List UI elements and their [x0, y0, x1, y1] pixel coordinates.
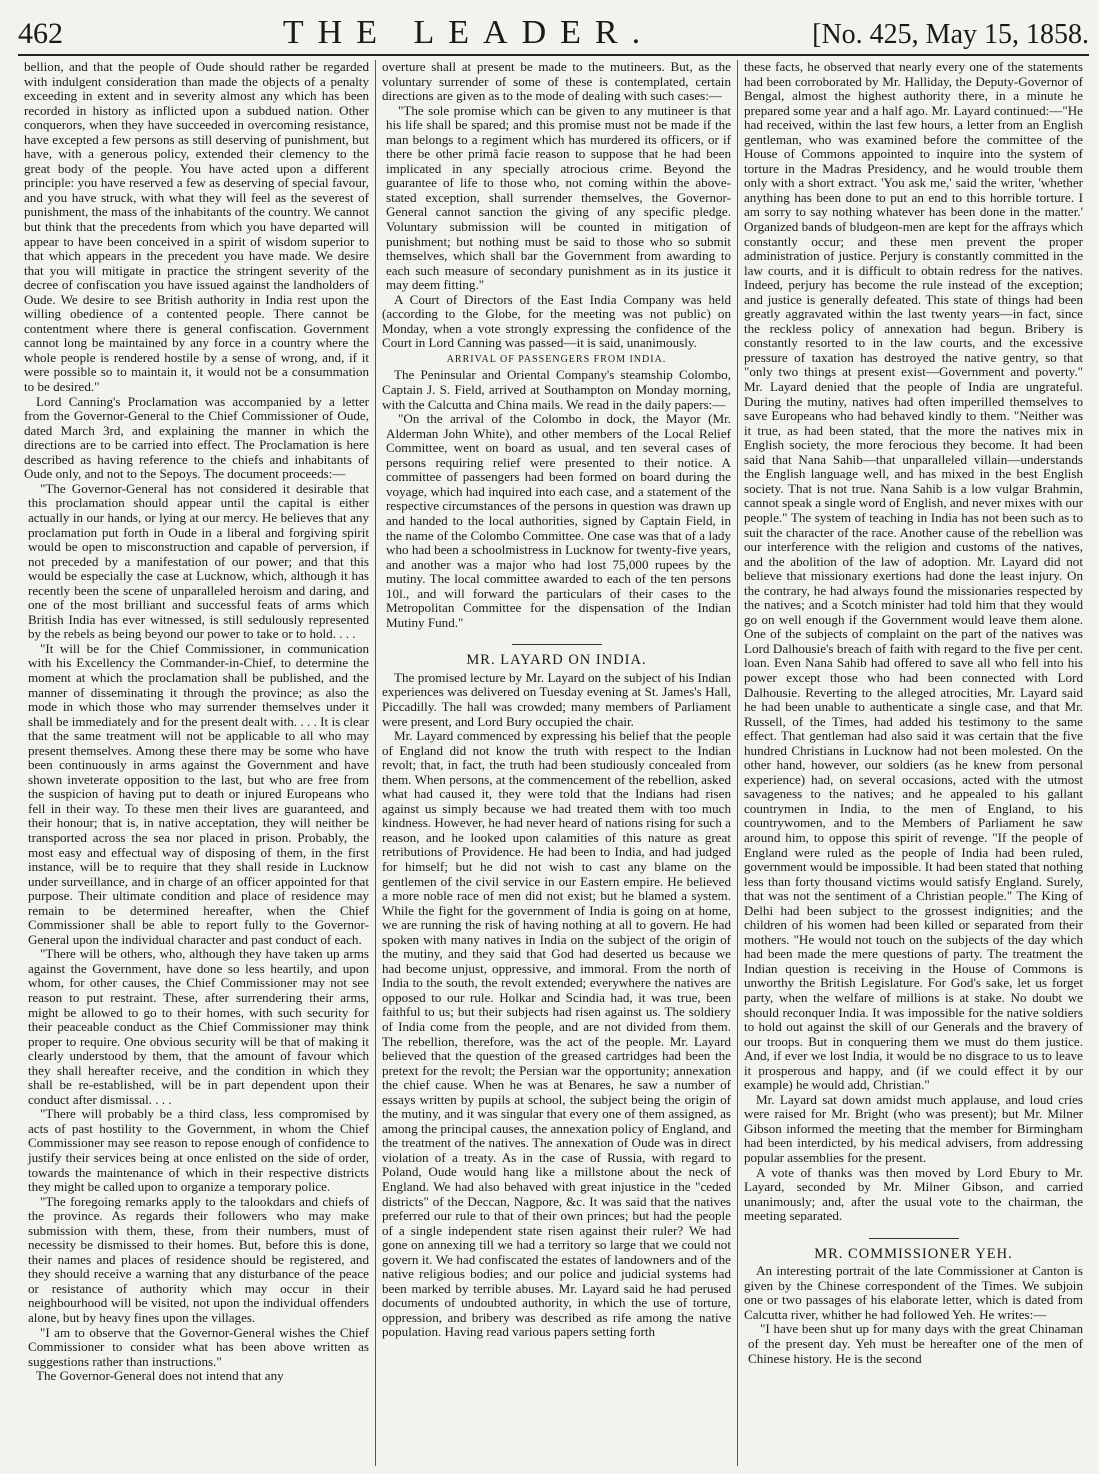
paragraph: A Court of Directors of the East India Company was held (according to the Globe, for the meeting was not public) on Monday, when a vote strongly expressing the confidence of the Court in Lord Canning was passed—it is said, unanimously.: [382, 291, 731, 351]
column-1: [18, 60, 375, 1466]
section-divider: [512, 644, 602, 645]
masthead: [18, 0, 1089, 56]
paragraph: these facts, he observed that nearly every one of the statements had been corroborated by Mr. Halliday, the Deputy-Governor of Bengal, almost the highest authority there, in a minute he prepared some year and a half ago. Mr. Layard continued:—"He had received, within the last few hours, a letter from an English gentleman, who was examined before the committee of the House of Commons appointed to inquire into the system of torture in the Madras Presidency, and he would trouble them only with a short extract. 'You ask me,' said the writer, 'whether anything has been done to put an end to this horrible torture. I am sorry to say nothing whatever has been done in the matter.' Organized bands of bludgeon-men are kept for the affrays which constantly occur; and these men prevent the proper administration of justice. Perjury is constantly committed in the law courts, and it is difficult to obtain redress for the natives. Indeed, perjury has become the rule instead of the exception; and justice is generally defeated. This state of things had been greatly aggravated within the last twenty years—in fact, since the reckless policy of annexation had begun. Bribery is constantly resorted to in the law courts, and the excessive pressure of taxation has destroyed the native gentry, so that "only two things at present exist—Government and poverty." Mr. Layard denied that the people of India are ungrateful. During the mutiny, natives had often imperilled themselves to save Europeans who had behaved kindly to them. "Neither was it true, as had been stated, that the more the natives mix in English society, the more ferocious they become. It had been said that Nana Sahib—that unparalleled villain—understands the English language well, and has mixed in the best English society. That is not true. Nana Sahib is a low vulgar Brahmin, cannot speak a single word of English, and never mixes with our people." The system of teaching in India has not been such as to suit the character of the race. Another cause of the rebellion was our interference with the religion and customs of the natives, and the abolition of the law of adoption. Mr. Layard did not believe that missionary exertions had done the least injury. On the contrary, he had always found the missionaries respected by the natives; and a Scotch minister had told him that they would go on well enough if the Government would leave them alone. One of the subjects of complaint on the part of the natives was Lord Dalhousie's breach of faith with regard to the five per cent. loan. Even Nana Sahib had offered to save all who fell into his power except those who had been connected with Lord Dalhousie. Reverting to the alleged atrocities, Mr. Layard said he had been unable to authenticate a single case, and that Mr. Russell, of the Times, had added his testimony to the same effect. That gentleman had also said it was certain that the five hundred Christians in Lucknow had not been molested. On the other hand, however, our soldiers (as he knew from personal experience) had, on several occasions, acted with the utmost savageness to the natives; and he appealed to his gallant countrymen in India, to the men of England, to his countrywomen, and to the Members of Parliament he saw around him, to oppose this spirit of revenge. "If the people of England were ruled as the people of India had been ruled, government would be impossible. It had been stated that nothing less than forty thousand victims would satisfy England. Surely, that was not the sentiment of a Christian people." The King of Delhi had been subject to the grossest indignities; and the children of his women had been killed or separated from their mothers. "He would not touch on the subjects of the day which had been made the mere questions of party. The treatment the Indian question is receiving in the House of Commons is unworthy the British Legislature. For God's sake, let us forget party, when the welfare of millions is at stake. No doubt we should reconquer India. It was impossible for the native soldiers to hold out against the skill of our Generals and the bravery of our troops. But in conquering them we must do them justice. And, if ever we lost India, it would be no disgrace to us to leave it prosperous and happy, and (if we could effect it by our example) he would add, Christian.": [744, 60, 1083, 1093]
paragraph: The Peninsular and Oriental Company's steamship Colombo, Captain J. S. Field, arrived at Southampton on Monday morning, with the Calcutta and China mails. We read in the daily papers:—: [382, 367, 731, 412]
quote-paragraph: "It will be for the Chief Commissioner, in communication with his Excellency the Commander-in-Chief, to determine the moment at which the proclamation shall be published, and the manner of disseminating it through the province; as also the mode in which those who may surrender themselves under it shall be immediately and for the present dealt with. . . . It is clear that the same treatment will not be applicable to all who may present themselves. Among these there may be some who have been continuously in arms against the Government and have shown inveterate opposition to the last, but who are free from the suspicion of having put to death or injured Europeans who fell in their way. To these men their lives are guaranteed, and their honour; that is, in native acceptation, they will neither be transported across the sea nor placed in prison. Probably, the most easy and effectual way of disposing of them, in the first instance, will be to require that they shall reside in Lucknow under surveillance, and in charge of an officer appointed for that purpose. Their ultimate condition and place of residence may remain to be determined hereafter, when the Chief Commissioner shall be able to report fully to the Governor-General upon the individual character and past conduct of each.: [28, 640, 369, 947]
paragraph: overture shall at present be made to the mutineers. But, as the voluntary surrender of some of these is contemplated, certain directions are given as to the mode of dealing with such cases:—: [382, 60, 731, 104]
paragraph: bellion, and that the people of Oude should rather be regarded with indulgent consideration than made the objects of a penalty exceeding in extent and in severity almost any which has been recorded in history as inflicted upon a subdued nation. Other conquerors, when they have succeeded in overcoming resistance, have excepted a few persons as still deserving of punishment, but have, with a generous policy, extended their clemency to the great body of the people. You have acted upon a different principle: you have reserved a few as deserving of special favour, and you have struck, with what they will feel as the severest of punishment, the mass of the inhabitants of the country. We cannot but think that the precedents from which you have departed will appear to have been conceived in a spirit of wisdom superior to that which appears in the precedent you have made. We desire that you will mitigate in practice the stringent severity of the decree of confiscation you have issued against the landholders of Oude. We desire to see British authority in India rest upon the willing obedience of a contented people. There cannot be contentment where there is general confiscation. Government cannot long be maintained by any force in a country where the whole people is rendered hostile by a sense of wrong, and, if it were possible so to maintain it, it would not be a consummation to be desired.": [24, 60, 369, 395]
quote-paragraph: "There will be others, who, although they have taken up arms against the Government, have done so less heartily, and upon whom, for other causes, the Chief Commissioner may not see reason to put restraint. These, after surrendering their arms, might be allowed to go to their homes, with such security for their peaceable conduct as the Chief Commissioner may think proper to require. One obvious security will be that of making it clearly understood by them, that the amount of favour which they shall hereafter receive, and the condition in which they shall be re-established, will be in part dependent upon their conduct after dismissal. . . .: [28, 946, 369, 1107]
newspaper-title: THE LEADER.: [282, 14, 655, 51]
quote-paragraph: "I have been shut up for many days with the great Chinaman of the present day. Yeh must be hereafter one of the men of Chinese history. He is the second: [748, 1321, 1083, 1366]
quote-paragraph: "There will probably be a third class, less compromised by acts of past hostility to the Government, in whom the Chief Commissioner may see reason to repose enough of confidence to justify their services being at once enlisted on the side of order, towards the maintenance of which in their respective districts they might be called upon to organize a temporary police.: [28, 1106, 369, 1195]
quote-paragraph: "I am to observe that the Governor-General wishes the Chief Commissioner to consider what has been above written as suggestions rather than instructions.": [28, 1324, 369, 1369]
quote-paragraph: "The foregoing remarks apply to the talookdars and chiefs of the province. As regards their followers who may make submission with them, these, from their numbers, must of necessity be dismissed to their homes. But, before this is done, their names and places of residence should be registered, and they should receive a warning that any disturbance of the peace or resistance of authority which may occur in their neighbourhood will be visited, not upon the individual offenders alone, but by heavy fines upon the villages.: [28, 1193, 369, 1326]
column-2: [375, 60, 737, 1466]
article-heading-layard: MR. LAYARD ON INDIA.: [466, 652, 647, 669]
paragraph: A vote of thanks was then moved by Lord Ebury to Mr. Layard, seconded by Mr. Milner Gibson, and carried unanimously; and, after the usual vote to the chairman, the meeting separated.: [744, 1164, 1083, 1224]
column-3: [737, 60, 1089, 1466]
article-heading-yeh: MR. COMMISSIONER YEH.: [814, 1245, 1013, 1262]
section-subheading: ARRIVAL OF PASSENGERS FROM INDIA.: [446, 353, 667, 365]
paragraph: Lord Canning's Proclamation was accompanied by a letter from the Governor-General to the Chief Commissioner of Oude, dated March 3rd, and explaining the manner in which the directions are to be carried into effect. The Proclamation is here described as having reference to the chiefs and inhabitants of Oude only, and not to the Sepoys. The document proceeds:—: [24, 393, 369, 482]
quote-paragraph: "The sole promise which can be given to any mutineer is that his life shall be spared; and this promise must not be made if the man belongs to a regiment which has murdered its officers, or if there be other primâ facie reason to suppose that he had been implicated in any specially atrocious crime. Beyond the guarantee of life to those who, not coming within the above-stated exception, shall surrender themselves, the Governor-General cannot sanction the giving of any specific pledge. Voluntary submission will be counted in mitigation of punishment; but nothing must be said to those who so submit themselves, which shall bar the Government from awarding to each such measure of secondary punishment as in its justice it may deem fitting.": [386, 102, 731, 293]
quote-paragraph: "On the arrival of the Colombo in dock, the Mayor (Mr. Alderman John White), and other members of the Local Relief Committee, went on board as usual, and ten several cases of persons requiring relief were presented to their notice. A committee of passengers had been formed on board during the voyage, which had inquired into each case, and a statement of the respective circumstances of the persons in question was drawn up and handed to the local authorities, signed by Captain Field, in the name of the Colombo Committee. One case was that of a lady who had been a schoolmistress in Lucknow for twenty-five years, and another was a major who had lost 75,000 rupees by the mutiny. The local committee awarded to each of the ten persons 10l., and will forward the particulars of their cases to the Metropolitan Committee for the dispensation of the Indian Mutiny Fund.": [386, 411, 731, 630]
paragraph: Mr. Layard commenced by expressing his belief that the people of England did not know the truth with respect to the Indian revolt; that, in fact, the truth had been studiously concealed from them. When persons, at the commencement of the rebellion, asked what had caused it, they were told that the Indians had risen against us simply because we had treated them with too much kindness. However, he had never heard of nations rising for such a reason, and he looked upon calamities of this nature as great retributions of Providence. He had been to India, and had judged for himself; but he did not wish to cast any blame on the gentlemen of the civil service in our Eastern empire. He believed a more noble race of men did not exist; but he blamed a system. While the fight for the government of India is going on at home, we are running the risk of having nothing at all to govern. He had spoken with many natives in India on the subject of the origin of the mutiny, and they said that God had deserted us because we had become unjust, oppressive, and immoral. From the north of India to the south, the revolt extended; everywhere the natives are opposed to our rule. Holkar and Scindia had, it was true, been faithful to us; but their subjects had risen against us. The soldiery of India come from the people, and are not divided from them. The rebellion, therefore, was the act of the people. Mr. Layard believed that the question of the greased cartridges had been the pretext for the revolt; the Persian war the opportunity; annexation the chief cause. When he was at Benares, he saw a number of essays written by pupils at school, the subject being the origin of the mutiny, and it was singular that every one of them assigned, as among the principal causes, the annexation policy of England, and the treatment of the natives. The annexation of Oude was in direct violation of a treaty. As in the case of Russia, with regard to Poland, Oude would hang like a millstone about the neck of England. We had also behaved with great injustice in the "ceded districts" of the Deccan, Nagpore, &c. It was said that the natives preferred our rule to that of their own princes; but had the people of a single independent state risen against their ruler? We had gone on annexing till we had a territory so large that we could not govern it. We had confiscated the estates of landowners and of the native religious bodies; and our police and judicial systems had been marked by terrible abuses. Mr. Layard said he had perused documents of undoubted authority, in which the use of torture, oppression, and bribery was described as rife among the native population. Having read various papers setting forth: [382, 728, 731, 1340]
paragraph: Mr. Layard sat down amidst much applause, and loud cries were raised for Mr. Bright (who was present); but Mr. Milner Gibson informed the meeting that the member for Birmingham had been interdicted, by his medical advisers, from addressing popular assemblies for the present.: [744, 1091, 1083, 1166]
paragraph: An interesting portrait of the late Commissioner at Canton is given by the Chinese correspondent of the Times. We subjoin one or two passages of his elaborate letter, which is dated from Calcutta river, whither he had followed Yeh. He writes:—: [744, 1263, 1083, 1322]
quote-paragraph: "The Governor-General has not considered it desirable that this proclamation should appear until the capital is either actually in our hands, or lying at our mercy. He believes that any proclamation put forth in Oude in a liberal and forgiving spirit would be open to misconstruction and capable of perversion, if not preceded by a manifestation of our power; and that this would be especially the case at Lucknow, which, although it has recently been the scene of unparalleled heroism and daring, and one of the most brilliant and successful feats of arms which British India has ever witnessed, is still sedulously represented by the rebels as being beyond our power to take or to hold. . . .: [28, 480, 369, 642]
section-divider: [869, 1238, 959, 1239]
article-columns: [18, 60, 1089, 1466]
paragraph: The Governor-General does not intend that any: [36, 1368, 284, 1384]
page-number: 462: [18, 17, 63, 50]
paragraph: The promised lecture by Mr. Layard on the subject of his Indian experiences was delivered on Tuesday evening at St. James's Hall, Piccadilly. The hall was crowded; many members of Parliament were present, and Lord Bury occupied the chair.: [382, 669, 731, 729]
issue-date: [No. 425, May 15, 1858.: [812, 19, 1089, 50]
